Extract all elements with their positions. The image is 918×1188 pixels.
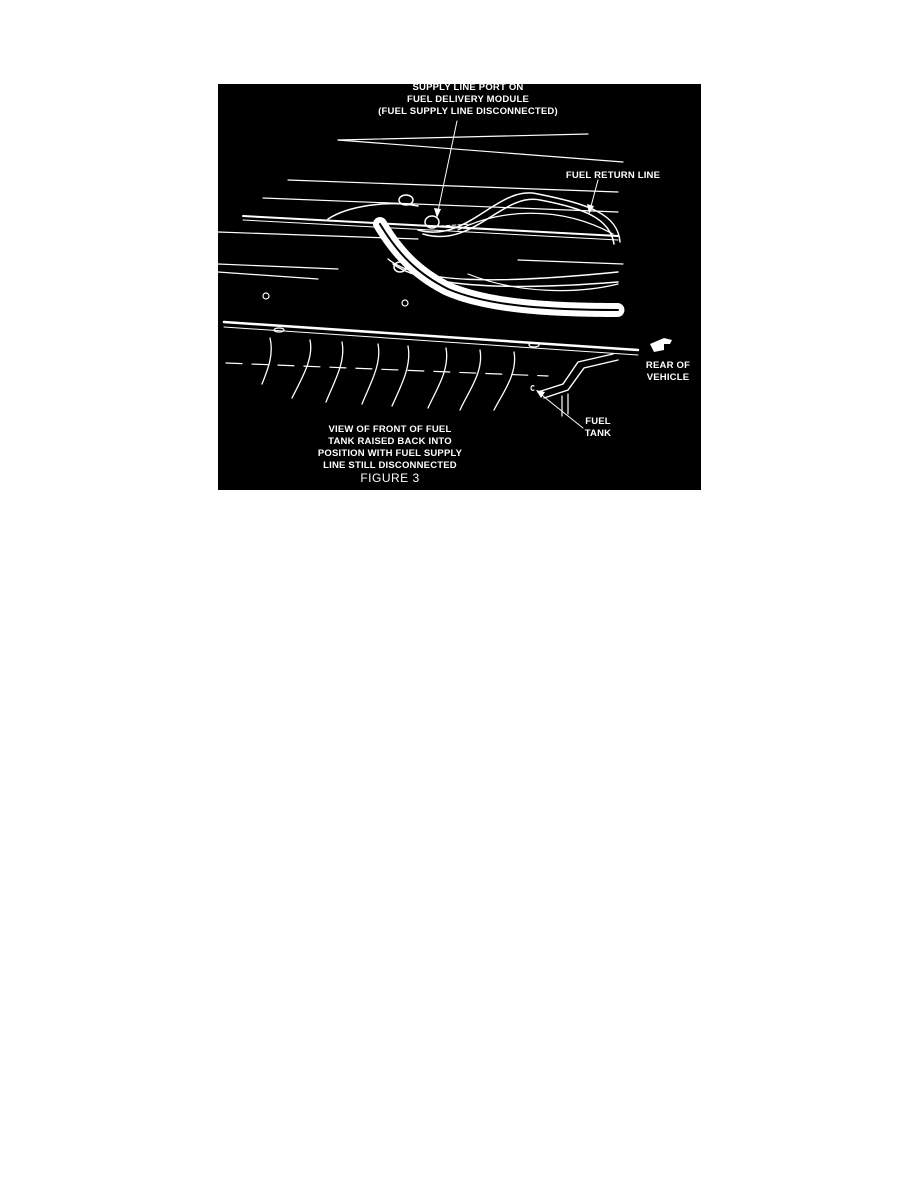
tank-rib [494, 352, 515, 410]
pointing-hand-icon [650, 338, 672, 352]
callout-line: FUEL DELIVERY MODULE [406, 94, 530, 105]
callout-line: TANK [584, 428, 612, 439]
callout-return-line [558, 170, 668, 182]
grommet [402, 300, 408, 306]
tank-rib [292, 340, 311, 398]
callout-line: SUPPLY LINE PORT ON [412, 84, 524, 93]
callout-line: VEHICLE [646, 372, 690, 383]
tank-rib [392, 346, 409, 406]
callout-line: FUEL RETURN LINE [565, 170, 661, 181]
tank-bracket [544, 360, 618, 398]
leader-supply-port [437, 121, 457, 216]
caption-line: VIEW OF FRONT OF FUEL [328, 424, 452, 435]
caption-line: LINE STILL DISCONNECTED [323, 460, 457, 471]
tank-rib [428, 348, 447, 408]
body-line [518, 260, 623, 264]
tank-rib [460, 350, 481, 410]
module-mount [328, 204, 418, 219]
body-line [218, 272, 318, 279]
figure-caption [310, 424, 470, 472]
callout-rear-of-vehicle [640, 360, 696, 384]
lip-fastener [529, 343, 539, 347]
tank-clip [531, 386, 534, 391]
body-line [338, 140, 623, 162]
fuel-return-line [468, 274, 618, 291]
grommet [263, 293, 269, 299]
callout-line: FUEL [585, 416, 611, 427]
tank-top-edge [243, 220, 618, 240]
body-line [218, 264, 338, 269]
figure-title: FIGURE 3 [360, 471, 420, 485]
tank-rib [326, 342, 343, 402]
caption-line: POSITION WITH FUEL SUPPLY [317, 448, 463, 459]
callout-supply-port [368, 84, 568, 118]
tank-centerline [226, 363, 548, 376]
caption-line: TANK RAISED BACK INTO [328, 436, 452, 447]
body-line [338, 134, 588, 140]
tank-bracket [538, 354, 613, 392]
leader-fuel-tank [538, 392, 583, 428]
tank-front-lip [224, 322, 638, 350]
callout-fuel-tank [578, 416, 618, 440]
tank-rib [262, 338, 271, 384]
figure-3-diagram [218, 84, 701, 490]
tank-top-edge [243, 216, 618, 236]
tank-rib [362, 344, 379, 404]
callout-line: (FUEL SUPPLY LINE DISCONNECTED) [378, 106, 558, 117]
callout-line: REAR OF [645, 360, 691, 371]
tank-front-lip [224, 327, 638, 355]
